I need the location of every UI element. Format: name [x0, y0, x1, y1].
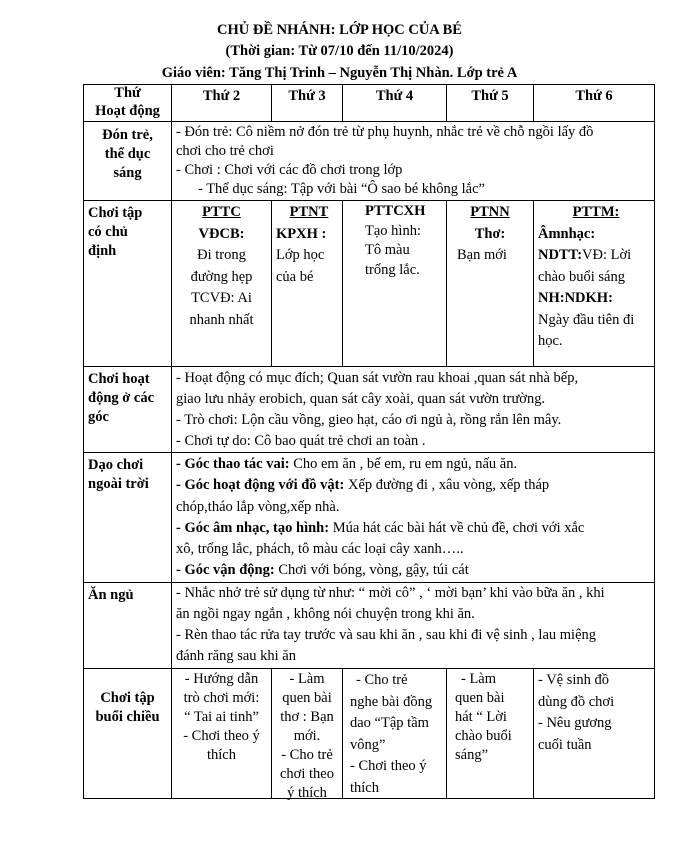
header-cell-friday: Thứ 6 — [575, 88, 613, 104]
row-divider — [171, 798, 271, 799]
column-divider — [342, 668, 343, 799]
afternoon-friday — [538, 670, 653, 756]
lesson-subject: PTTC — [202, 204, 241, 220]
lesson-wednesday — [365, 202, 445, 280]
afternoon-line: quen bài — [282, 690, 332, 706]
lesson-line: nhanh nhất — [189, 311, 254, 328]
content-line: - Chơi tự do: Cô bao quát trẻ chơi an toàn . — [176, 433, 426, 449]
row-label-line: Đón trẻ, — [102, 127, 153, 143]
lesson-line: đường hẹp — [190, 268, 253, 285]
lesson-line: Âmnhạc: — [538, 225, 596, 242]
plan-title: CHỦ ĐỀ NHÁNH: LỚP HỌC CỦA BÉ — [217, 22, 462, 38]
lesson-line: của bé — [276, 268, 314, 285]
lesson-line: Lớp học — [276, 247, 325, 263]
afternoon-tuesday — [272, 670, 342, 803]
lesson-line: Bạn mới — [457, 247, 507, 263]
row-divider — [446, 798, 533, 799]
lesson-label: NDTT: — [538, 247, 583, 263]
afternoon-line: nghe bài đồng — [350, 693, 433, 710]
header-cell-wednesday: Thứ 4 — [375, 88, 414, 104]
header-cell-activity — [84, 85, 171, 120]
lesson-subject: PTTCXH — [365, 203, 426, 219]
afternoon-line: hát “ Lời — [455, 709, 507, 725]
plan-time: (Thời gian: Từ 07/10 đến 11/10/2024) — [225, 43, 454, 59]
content-line: ăn ngồi ngay ngắn , không nói chuyện trong khi ăn. — [176, 606, 475, 622]
lesson-line: VĐCB: — [198, 225, 245, 242]
lesson-line: Tạo hình: — [365, 222, 421, 239]
afternoon-line: - Nêu gương — [538, 715, 612, 731]
corner-text: Xếp đường đi , xâu vòng, xếp tháp — [344, 477, 550, 494]
content-line: - Thể dục sáng: Tập với bài “Ô sao bé không lắc” — [198, 181, 485, 197]
row-label-line: buổi chiều — [95, 709, 160, 725]
row-divider — [83, 200, 655, 201]
meal-content — [176, 583, 652, 667]
row-label-line: động ở các — [88, 390, 155, 406]
lesson-subject: PTTM: — [572, 204, 620, 220]
table-right-border — [654, 84, 655, 799]
lesson-line: TCVĐ: Ai — [191, 290, 252, 306]
content-line: - Nhắc nhở trẻ sử dụng từ như: “ mời cô” , ‘ mời bạn’ khi vào bữa ăn , khi — [176, 585, 605, 601]
afternoon-line: chơi theo — [280, 766, 334, 782]
corner-name: - Góc vận động: — [176, 562, 275, 579]
row-label-line: sáng — [113, 165, 142, 181]
afternoon-line: thơ : Bạn — [280, 709, 334, 725]
activity-content — [176, 368, 652, 452]
lesson-line: KPXH : — [276, 225, 327, 242]
row-label-line: Chơi tập — [100, 690, 155, 706]
row-divider — [83, 121, 655, 122]
corner-text: Chơi với bóng, vòng, gậy, túi cát — [274, 562, 469, 579]
afternoon-line: cuối tuần — [538, 736, 592, 753]
row-label-line: góc — [88, 409, 109, 425]
column-divider — [533, 668, 534, 799]
lesson-line: học. — [538, 333, 563, 349]
afternoon-monday — [172, 670, 271, 765]
lesson-text: VĐ: Lời — [582, 247, 632, 263]
lesson-line: Đi trong — [197, 247, 246, 263]
row-label-meal: Ăn ngủ — [88, 587, 134, 603]
content-line: - Hoạt động có mục đích; Quan sát vườn rau khoai ,quan sát nhà bếp, — [176, 370, 579, 386]
column-divider — [271, 200, 272, 367]
content-line: - Đón trẻ: Cô niềm nở đón trẻ từ phụ huynh, nhắc trẻ về chỗ ngồi lấy đồ — [176, 124, 594, 140]
corner-text: Cho em ăn , bế em, ru em ngủ, nấu ăn. — [289, 456, 518, 472]
content-line: - Rèn thao tác rửa tay trước và sau khi ăn , sau khi đi vệ sinh , lau miệng — [176, 627, 597, 643]
corner-text: Múa hát các bài hát về chủ đề, chơi với xắc — [329, 519, 585, 536]
row-divider — [83, 798, 171, 799]
row-label-line: có chủ — [88, 224, 128, 240]
afternoon-line: thích — [207, 747, 236, 763]
lesson-line: trống lắc. — [365, 261, 420, 278]
afternoon-line: “ Tai ai tinh” — [184, 709, 259, 725]
afternoon-line: mới. — [293, 728, 321, 744]
column-divider — [342, 200, 343, 367]
row-label-lesson — [88, 204, 170, 261]
afternoon-line: - Chơi theo ý — [183, 728, 260, 744]
row-label-outdoor — [88, 456, 170, 494]
afternoon-line: quen bài — [455, 690, 505, 706]
header-cell-tuesday: Thứ 3 — [288, 88, 326, 104]
content-line — [176, 454, 652, 475]
afternoon-line: thích — [350, 779, 379, 796]
content-line — [176, 560, 652, 581]
row-label-line: ngoài trời — [88, 476, 149, 492]
content-line: - Trò chơi: Lộn cầu vồng, gieo hạt, cáo ơi ngủ à, rồng rắn lên mây. — [176, 412, 562, 428]
afternoon-line: - Hướng dẫn — [184, 671, 259, 687]
afternoon-line: - Làm — [461, 671, 497, 687]
afternoon-line: vông” — [350, 736, 386, 753]
row-divider — [83, 366, 655, 367]
row-label-line: Dạo chơi — [88, 457, 144, 473]
row-label-welcome — [84, 126, 171, 183]
column-divider — [533, 200, 534, 367]
row-divider — [533, 798, 655, 799]
row-divider — [83, 452, 655, 453]
lesson-subject: PTNN — [470, 204, 510, 220]
content-line — [176, 518, 652, 539]
lesson-line: Tô màu — [365, 242, 410, 258]
content-line: đánh răng sau khi ăn — [176, 648, 296, 664]
afternoon-wednesday — [350, 670, 445, 799]
content-line: chóp,tháo lắp vòng,xếp nhà. — [176, 498, 340, 515]
afternoon-line: - Cho trẻ — [356, 672, 408, 688]
header-cell-monday: Thứ 2 — [202, 88, 241, 104]
afternoon-line: chào buổi — [455, 728, 512, 744]
lesson-tuesday — [276, 202, 342, 288]
afternoon-line: - Chơi theo ý — [350, 758, 427, 774]
row-label-activity — [88, 370, 170, 427]
content-line: xô, trống lắc, phách, tô màu các loại cây xanh….. — [176, 541, 464, 558]
afternoon-line: dùng đồ chơi — [538, 693, 615, 710]
row-label-line: Chơi hoạt — [88, 371, 150, 387]
lesson-line: Thơ: — [474, 225, 506, 242]
lesson-line — [538, 245, 654, 267]
row-label-afternoon — [84, 689, 171, 727]
header-cell-activity-line: Hoạt động — [95, 102, 160, 119]
lesson-line: NH:NDKH: — [538, 290, 613, 306]
row-label-line: định — [88, 243, 117, 259]
content-line: - Chơi : Chơi với các đồ chơi trong lớp — [176, 162, 403, 178]
lesson-monday — [172, 202, 271, 331]
row-label-line: Chơi tập — [88, 205, 143, 221]
afternoon-line: sáng” — [455, 747, 489, 763]
row-label-line: thể dục — [104, 146, 151, 162]
corner-name: - Góc hoạt động với đồ vật: — [176, 477, 345, 494]
lesson-friday — [538, 202, 654, 353]
afternoon-line: ý thích — [287, 785, 327, 801]
outdoor-content — [176, 454, 652, 582]
lesson-thursday — [447, 202, 533, 267]
plan-teachers: Giáo viên: Tăng Thị Trinh – Nguyễn Thị Nhàn. Lớp trẻ A — [161, 65, 518, 81]
row-divider — [83, 668, 655, 669]
afternoon-line: - Cho trẻ — [281, 747, 333, 763]
content-line: chơi cho trẻ chơi — [176, 143, 274, 159]
lesson-line: Ngày đầu tiên đi — [538, 311, 635, 328]
corner-name: - Góc thao tác vai: — [176, 456, 290, 472]
header-cell-thursday: Thứ 5 — [471, 88, 509, 104]
lesson-line: chào buổi sáng — [538, 268, 625, 285]
welcome-content — [176, 123, 652, 199]
content-line — [176, 475, 652, 496]
afternoon-line: - Làm — [289, 671, 325, 687]
corner-name: - Góc âm nhạc, tạo hình: — [176, 519, 330, 536]
content-line: giao lưu nhảy erobich, quan sát cây xoài, quan sát vườn trường. — [176, 391, 546, 407]
header-cell-activity-line: Thứ — [114, 85, 141, 101]
afternoon-line: - Vệ sinh đồ — [538, 672, 610, 688]
afternoon-line: trò chơi mới: — [183, 690, 260, 706]
afternoon-thursday — [455, 670, 532, 765]
lesson-subject: PTNT — [289, 204, 329, 220]
afternoon-line: dao “Tập tầm — [350, 715, 429, 731]
column-divider — [446, 668, 447, 799]
